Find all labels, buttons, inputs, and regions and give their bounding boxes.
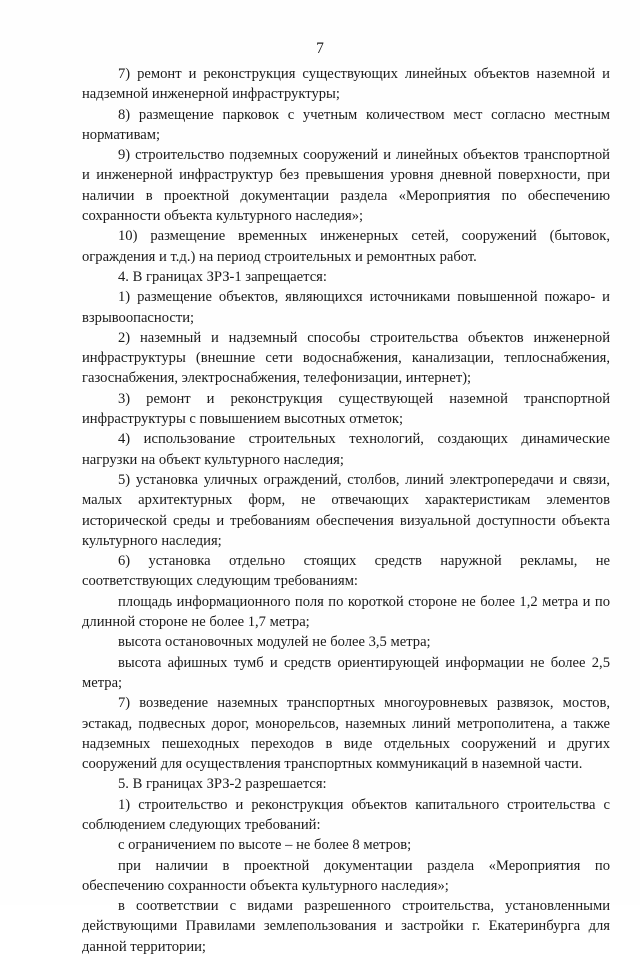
paragraph: 2) наземный и надземный способы строительства объектов инженерной инфраструктуры (внешние сети водоснабжения, канализации, теплоснабжения, газоснабжения, электроснабжения, телефонизации, интернет); <box>82 329 610 387</box>
page-number: 7 <box>316 40 324 57</box>
paragraph: 5) установка уличных ограждений, столбов, линий электропередачи и связи, малых архитектурных форм, не отвечающих характеристикам элементов исторической среды и требованиям обеспечения визуальной доступности объекта культурного наследия; <box>82 471 610 549</box>
document-body <box>82 64 610 957</box>
paragraph: 9) строительство подземных сооружений и линейных объектов транспортной и инженерной инфраструктур без превышения уровня дневной поверхности, при наличии в проектной документации раздела «Мероприятия по обеспечению сохранности объекта культурного наследия»; <box>82 147 610 225</box>
paragraph: 1) размещение объектов, являющихся источниками повышенной пожаро- и взрывоопасности; <box>82 289 610 326</box>
paragraph: 7) ремонт и реконструкция существующих линейных объектов наземной и надземной инженерной инфраструктуры; <box>82 66 610 103</box>
paragraph: с ограничением по высоте – не более 8 метров; <box>118 837 412 854</box>
paragraph: 6) установка отдельно стоящих средств наружной рекламы, не соответствующих следующим требованиям: <box>82 553 610 590</box>
paragraph: высота остановочных модулей не более 3,5 метра; <box>118 634 431 651</box>
paragraph: 10) размещение временных инженерных сетей, сооружений (бытовок, ограждения и т.д.) на период строительных и ремонтных работ. <box>82 228 610 265</box>
paragraph: 3) ремонт и реконструкция существующей наземной транспортной инфраструктуры с повышением высотных отметок; <box>82 390 610 428</box>
paragraph: при наличии в проектной документации раздела «Мероприятия по обеспечению сохранности объекта культурного наследия»; <box>82 857 610 894</box>
paragraph: площадь информационного поля по короткой стороне не более 1,2 метра и по длинной стороне не более 1,7 метра; <box>82 593 610 631</box>
paragraph: в соответствии с видами разрешенного строительства, установленными действующими Правилами землепользования и застройки г. Екатеринбурга для данной территории; <box>82 898 610 955</box>
paragraph: 4) использование строительных технологий, создающих динамические нагрузки на объект культурного наследия; <box>82 431 610 468</box>
section-heading: 4. В границах ЗРЗ-1 запрещается: <box>118 268 327 285</box>
paragraph: 7) возведение наземных транспортных многоуровневых развязок, мостов, эстакад, подвесных дорог, монорельсов, наземных линий метрополитена, а также надземных пешеходных переходов в виде отдельных сооружений и других сооружений для осуществления транспортных коммуникаций в наземной части. <box>82 695 610 773</box>
paragraph: высота афишных тумб и средств ориентирующей информации не более 2,5 метра; <box>82 654 610 691</box>
paragraph: 1) строительство и реконструкция объектов капитального строительства с соблюдением следующих требований: <box>82 796 610 833</box>
section-heading: 5. В границах ЗРЗ-2 разрешается: <box>118 776 327 793</box>
paragraph: 8) размещение парковок с учетным количеством мест согласно местным нормативам; <box>82 106 610 143</box>
